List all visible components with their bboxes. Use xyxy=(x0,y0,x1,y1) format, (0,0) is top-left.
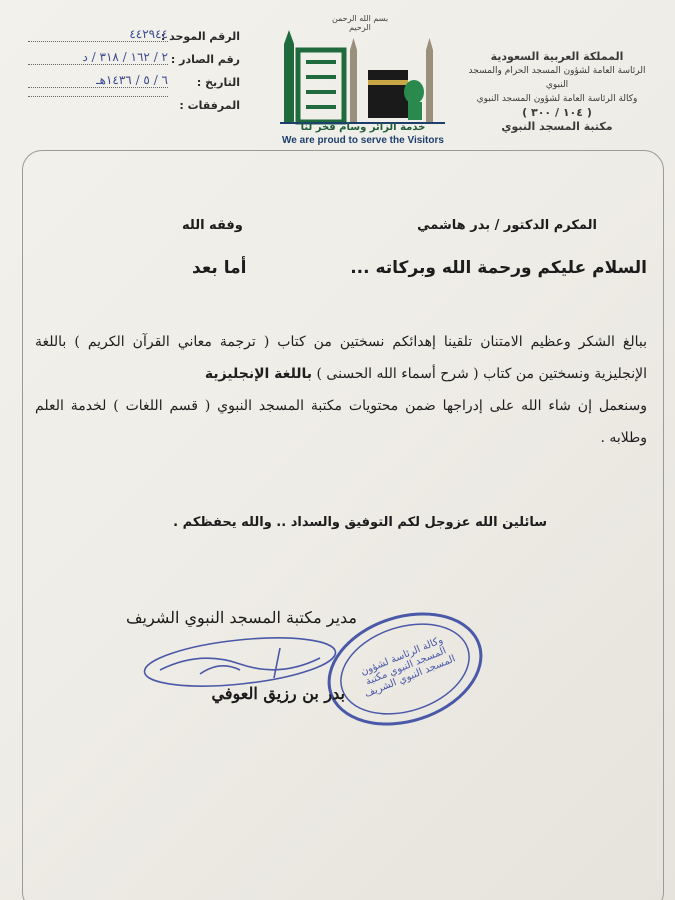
field-label: التاريخ : xyxy=(196,76,240,89)
letter-body xyxy=(35,326,647,454)
body-paragraph-1: ببالغ الشكر وعظيم الامتنان تلقينا إهدائكم نسختين من كتاب ( ترجمة معاني القرآن الكريم ) باللغة الإنجليزية ونسختين من كتاب ( شرح أسماء الله الحسنى ) xyxy=(35,334,647,382)
body-emphasis: باللغة الإنجليزية xyxy=(204,366,313,382)
addressee: المكرم الدكتور / بدر هاشمي xyxy=(417,218,597,233)
handwritten-signature xyxy=(140,630,350,690)
document-code: ( ١٠٤ / ٣٠٠ ) xyxy=(522,106,592,119)
bismillah-text: بسم الله الرحمن الرحيم xyxy=(331,14,389,32)
field-label: المرفقات : xyxy=(179,99,240,112)
transition-phrase: أما بعد xyxy=(192,258,247,278)
kingdom-name: المملكة العربية السعودية xyxy=(490,50,624,63)
field-value: ٦ / ٥ / ١٤٣٦هـ xyxy=(28,73,168,88)
closing-line: سائلين الله عزوجل لكم التوفيق والسداد .. والله يحفظكم . xyxy=(173,515,547,530)
library-name: مكتبة المسجد النبوي xyxy=(501,120,613,133)
agency-name: وكالة الرئاسة العامة لشؤون المسجد النبوي xyxy=(476,94,638,104)
presidency-name: الرئاسة العامة لشؤون المسجد الحرام والمسجد النبوي xyxy=(468,66,646,90)
slogan-arabic: خدمة الزائر وسام فخر لنا xyxy=(300,122,426,133)
field-label: رقم الصادر : xyxy=(170,53,240,66)
field-value: ٢ / ١٦٢ / ٣١٨ / د xyxy=(28,50,168,65)
body-paragraph-2: وسنعمل إن شاء الله على إدراجها ضمن محتويات مكتبة المسجد النبوي ( قسم اللغات ) لخدمة العلم وطلابه . xyxy=(35,398,647,446)
slogan-english: We are proud to serve the Visitors xyxy=(282,135,444,146)
stamp-text: وكالة الرئاسة لشؤون المسجد النبوي مكتبة المسجد النبوي الشريف xyxy=(359,634,458,700)
signatory-name: بدر بن رزيق العوفي xyxy=(211,684,345,703)
reference-fields xyxy=(10,27,240,122)
field-value xyxy=(28,96,168,97)
field-label: الرقم الموحد : xyxy=(160,30,240,43)
field-attachments xyxy=(10,99,240,122)
signatory-title: مدير مكتبة المسجد النبوي الشريف xyxy=(125,608,357,627)
blessing-phrase: وفقه الله xyxy=(182,218,243,233)
greeting: السلام عليكم ورحمة الله وبركاته ... xyxy=(350,258,647,278)
institution-header xyxy=(457,50,657,134)
field-value: ٤٤٢٩٤٤ xyxy=(28,27,168,42)
